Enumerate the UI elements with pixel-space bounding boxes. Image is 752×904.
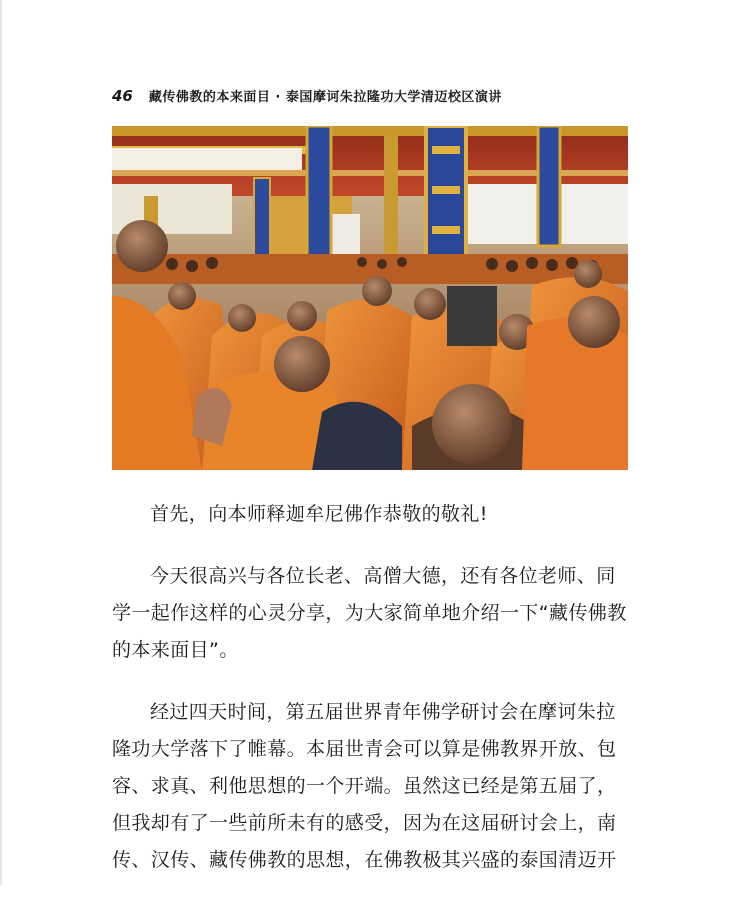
body-text bbox=[112, 496, 632, 904]
paragraph-2: 今天很高兴与各位长老、高僧大德，还有各位老师、同学一起作这样的心灵分享，为大家简单地介绍一下“藏传佛教的本来面目”。 bbox=[112, 565, 627, 661]
page-number: 46 bbox=[112, 87, 133, 105]
paragraph-1: 首先，向本师释迦牟尼佛作恭敬的敬礼! bbox=[150, 503, 488, 525]
paragraph-3: 经过四天时间，第五届世界青年佛学研讨会在摩诃朱拉隆功大学落下了帷幕。本届世青会可以算是佛教界开放、包容、求真、利他思想的一个开端。虽然这已经是第五届了，但我却有了一些前所未有的感受，因为在这届研讨会上，南传、汉传、藏传佛教的思想，在佛教极其兴盛的泰国清迈开 bbox=[112, 701, 617, 871]
photo-monks-assembly bbox=[112, 126, 628, 470]
running-header bbox=[112, 86, 632, 108]
header-title: 藏传佛教的本来面目 · 泰国摩诃朱拉隆功大学清迈校区演讲 bbox=[148, 90, 502, 105]
page-edge bbox=[0, 0, 2, 885]
